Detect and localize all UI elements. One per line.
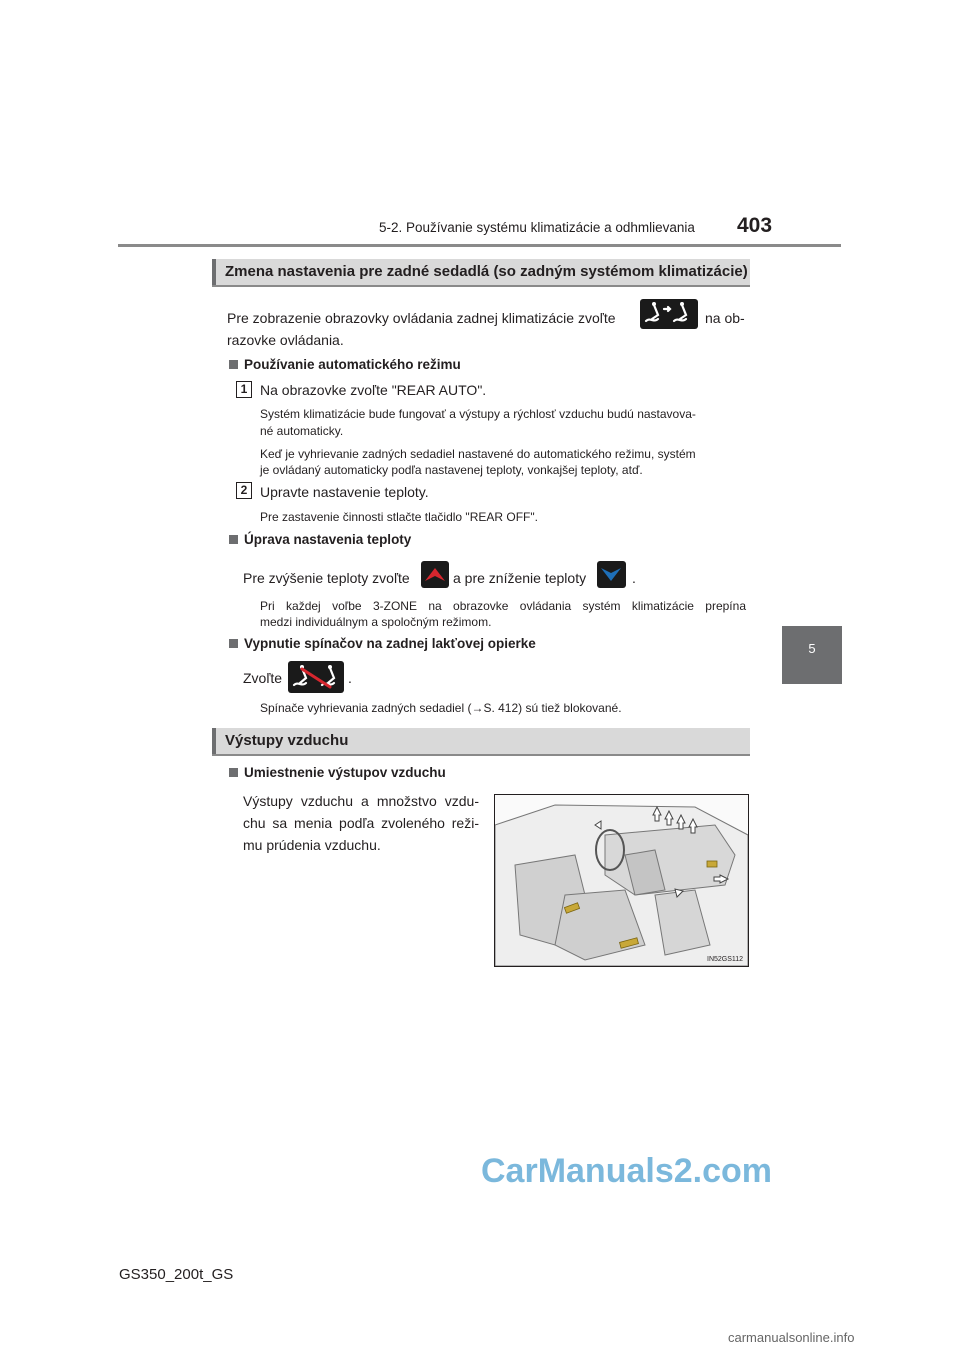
chapter-tab [782,626,842,684]
section-title [212,259,750,285]
subheading-auto-mode [229,357,461,372]
temperature-down-icon [597,561,626,588]
step-1-note-1-line-1: Systém klimatizácie bude fungovať a výstupy a rýchlosť vzduchu budú nastavova- [260,407,696,421]
temperature-note-line-2: medzi individuálnym a spoločným režimom. [260,615,492,629]
intro-line-1 [227,310,616,326]
bullet-square-icon [229,360,238,369]
section-title-text: Zmena nastavenia pre zadné sedadlá (so zadným systémom klimatizácie) [225,263,748,280]
watermark-carmanuals2: CarManuals2.com [481,1152,772,1190]
step-1-note-2-line-2: je ovládaný automaticky podľa nastavenej teploty, vonkajšej teploty, atď. [260,463,643,477]
subheading-text: Úprava nastavenia teploty [244,532,412,547]
step-1-note-1-line-2: né automaticky. [260,424,344,438]
armrest-text-b: . [348,670,352,686]
subheading-temperature [229,532,411,547]
temperature-text-a: Pre zvýšenie teploty zvoľte [243,570,410,586]
seat-airflow-icon [640,299,698,329]
figure-code: IN52GS112 [707,956,744,963]
vent-location-figure [494,794,749,967]
vent-text-line-1: Výstupy vzduchu a množstvo vzdu- [243,793,479,809]
model-code: GS350_200t_GS [119,1266,234,1283]
section-title-text: Výstupy vzduchu [225,732,349,749]
step-number-1: 1 [236,381,252,398]
section-title [212,728,750,754]
intro-line-2: razovke ovládania. [227,332,344,348]
intro-text-a: Pre zobrazenie obrazovky ovládania zadnej klimatizácie zvoľte [227,310,616,326]
step-2-note: Pre zastavenie činnosti stlačte tlačidlo "REAR OFF". [260,510,538,524]
header-rule [118,244,841,247]
subheading-armrest [229,636,536,651]
step-2-text: Upravte nastavenie teploty. [260,484,429,500]
intro-text-b: na ob- [705,310,745,326]
temperature-up-icon [421,561,449,588]
subheading-text: Umiestnenie výstupov vzduchu [244,765,446,780]
section-rule [212,285,750,287]
bullet-square-icon [229,768,238,777]
section-rule [212,754,750,756]
page-number: 403 [737,214,773,237]
seat-airflow-off-icon [288,661,344,693]
chapter-number: 5 [808,641,816,656]
temperature-text-c: . [632,570,636,586]
vent-text-line-3: mu prúdenia vzduchu. [243,837,381,853]
step-1-text: Na obrazovke zvoľte "REAR AUTO". [260,382,487,398]
bullet-square-icon [229,639,238,648]
step-1-note-2-line-1: Keď je vyhrievanie zadných sedadiel nastavené do automatického režimu, systém [260,447,696,461]
running-header: 5-2. Používanie systému klimatizácie a odhmlievania [379,220,695,235]
armrest-note: Spínače vyhrievania zadných sedadiel (→S. 412) sú tiež blokované. [260,701,622,715]
temperature-note-line-1: Pri každej voľbe 3-ZONE na obrazovke ovládania systém klimatizácie prepína [260,599,746,613]
car-interior-illustration [495,795,748,966]
bullet-square-icon [229,535,238,544]
watermark-carmanualsonline: carmanualsonline.info [728,1330,855,1345]
subheading-text: Vypnutie spínačov na zadnej lakťovej opierke [244,636,536,651]
subheading-vent-location [229,765,446,780]
step-number-2: 2 [236,482,252,499]
armrest-text-a: Zvoľte [243,670,283,686]
vent-text-line-2: chu sa menia podľa zvoleného reži- [243,815,479,831]
temperature-text-b: a pre zníženie teploty [453,570,587,586]
subheading-text: Používanie automatického režimu [244,357,461,372]
